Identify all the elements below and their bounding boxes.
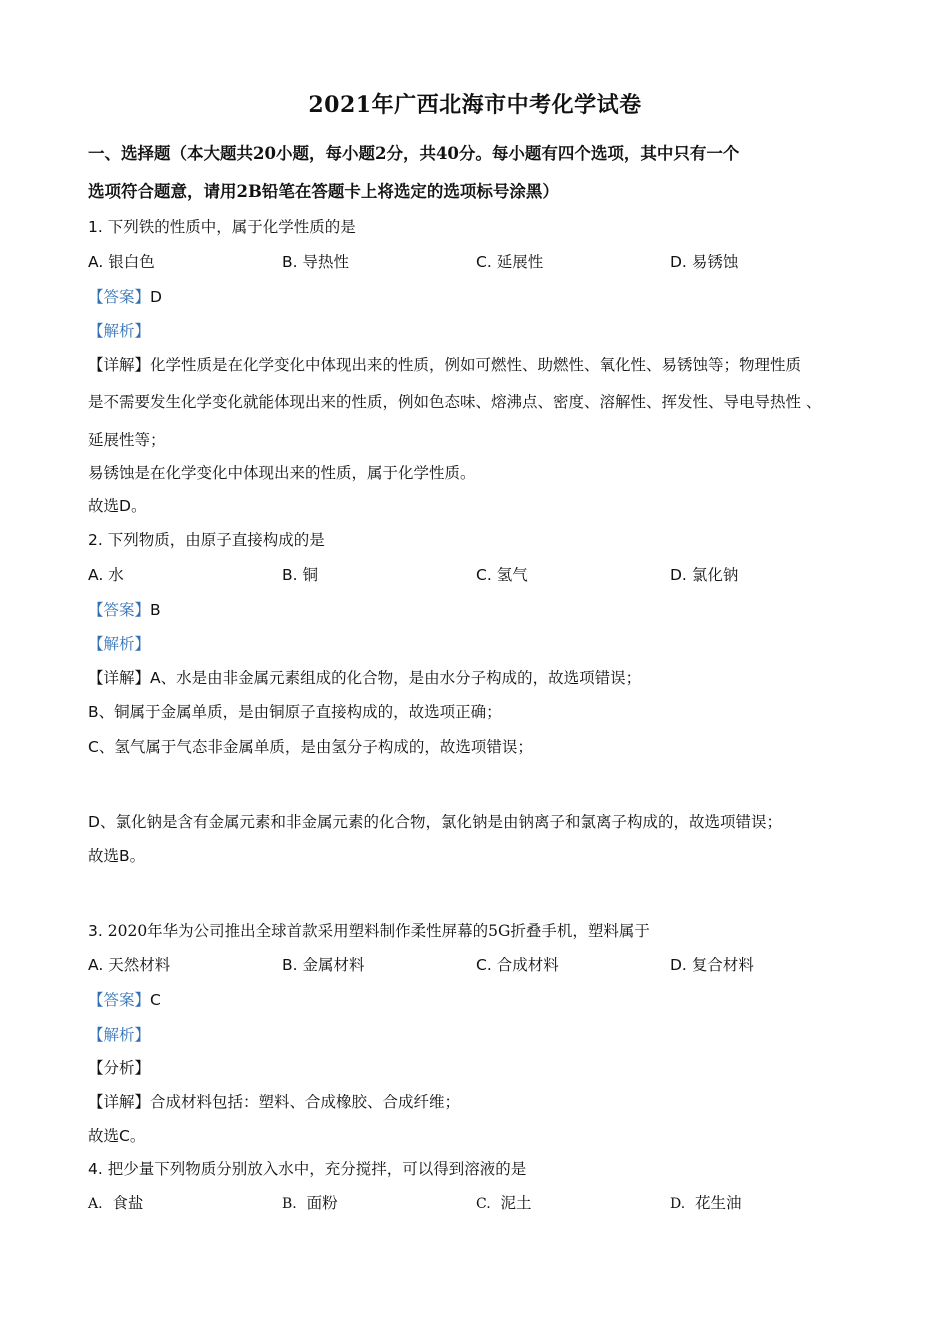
q2-option-b: B. 铜 bbox=[282, 566, 319, 584]
q3-analysis-label: 【解析】 bbox=[88, 1026, 151, 1044]
q4-option-b: B. 面粉 bbox=[282, 1194, 338, 1212]
q1-detail-line2: 是不需要发生化学变化就能体现出来的性质，例如色态味、熔沸点、密度、溶解性、挥发性、导电导热性 、 bbox=[88, 393, 822, 411]
q3-stem-text: 2020年华为公司推出全球首款采用塑料制作柔性屏幕的5G折叠手机，塑料属于 bbox=[107, 922, 650, 940]
q1-number: 1. bbox=[88, 218, 103, 236]
q1-option-a: A. 银白色 bbox=[88, 253, 155, 271]
q4-stem-text: 把少量下列物质分别放入水中，充分搅拌，可以得到溶液的是 bbox=[107, 1160, 527, 1178]
q4-stem bbox=[88, 1158, 910, 1180]
q3-number: 3. bbox=[88, 922, 103, 940]
q2-analysis-label: 【解析】 bbox=[88, 635, 151, 653]
q3-option-b: B. 金属材料 bbox=[282, 956, 365, 974]
q1-detail-line4: 易锈蚀是在化学变化中体现出来的性质，属于化学性质。 bbox=[88, 464, 476, 482]
q3-option-c: C. 合成材料 bbox=[476, 956, 559, 974]
q2-answer: 【答案】B bbox=[88, 601, 161, 619]
q1-option-c: C. 延展性 bbox=[476, 253, 544, 271]
q4-number: 4. bbox=[88, 1160, 103, 1178]
q3-detail: 【详解】合成材料包括：塑料、合成橡胶、合成纤维； bbox=[88, 1093, 461, 1111]
q2-detail-b: B、铜属于金属单质，是由铜原子直接构成的，故选项正确； bbox=[88, 703, 502, 721]
q3-option-d: D. 复合材料 bbox=[670, 956, 754, 974]
q2-option-c: C. 氢气 bbox=[476, 566, 528, 584]
q1-option-d: D. 易锈蚀 bbox=[670, 253, 739, 271]
section-heading-line1: 一、选择题（本大题共20小题，每小题2分，共40分。每小题有四个选项，其中只有一个 bbox=[88, 144, 740, 163]
q1-analysis-label: 【解析】 bbox=[88, 322, 151, 340]
q3-fenxi-label: 【分析】 bbox=[88, 1059, 151, 1077]
q1-stem bbox=[88, 216, 910, 238]
q2-option-a: A. 水 bbox=[88, 566, 124, 584]
q1-stem-text: 下列铁的性质中，属于化学性质的是 bbox=[107, 218, 356, 236]
q3-stem bbox=[88, 920, 910, 942]
q4-option-c: C. 泥土 bbox=[476, 1194, 532, 1212]
q1-conclusion: 故选D。 bbox=[88, 497, 147, 515]
page-title: 2021年广西北海市中考化学试卷 bbox=[308, 92, 642, 118]
q2-conclusion: 故选B。 bbox=[88, 847, 146, 865]
q1-answer: 【答案】D bbox=[88, 288, 162, 306]
q2-detail-a: 【详解】A、水是由非金属元素组成的化合物，是由水分子构成的，故选项错误； bbox=[88, 669, 642, 687]
q2-detail-c: C、氢气属于气态非金属单质，是由氢分子构成的，故选项错误； bbox=[88, 738, 533, 756]
q3-answer: 【答案】C bbox=[88, 991, 161, 1009]
q3-option-a: A. 天然材料 bbox=[88, 956, 171, 974]
q2-stem bbox=[88, 529, 910, 551]
q1-detail-line3: 延展性等； bbox=[88, 431, 166, 449]
q3-conclusion: 故选C。 bbox=[88, 1127, 146, 1145]
q2-detail-d: D、氯化钠是含有金属元素和非金属元素的化合物，氯化钠是由钠离子和氯离子构成的，故选项错误； bbox=[88, 813, 782, 831]
q1-option-b: B. 导热性 bbox=[282, 253, 350, 271]
q2-number: 2. bbox=[88, 531, 103, 549]
q4-option-d: D. 花生油 bbox=[670, 1194, 742, 1212]
q2-stem-text: 下列物质，由原子直接构成的是 bbox=[107, 531, 325, 549]
q2-option-d: D. 氯化钠 bbox=[670, 566, 739, 584]
section-heading-line2: 选项符合题意，请用2B铅笔在答题卡上将选定的选项标号涂黑） bbox=[88, 182, 559, 201]
q1-detail-line1: 【详解】化学性质是在化学变化中体现出来的性质，例如可燃性、助燃性、氧化性、易锈蚀等；物理性质 bbox=[88, 356, 802, 374]
q4-option-a: A. 食盐 bbox=[88, 1194, 144, 1212]
